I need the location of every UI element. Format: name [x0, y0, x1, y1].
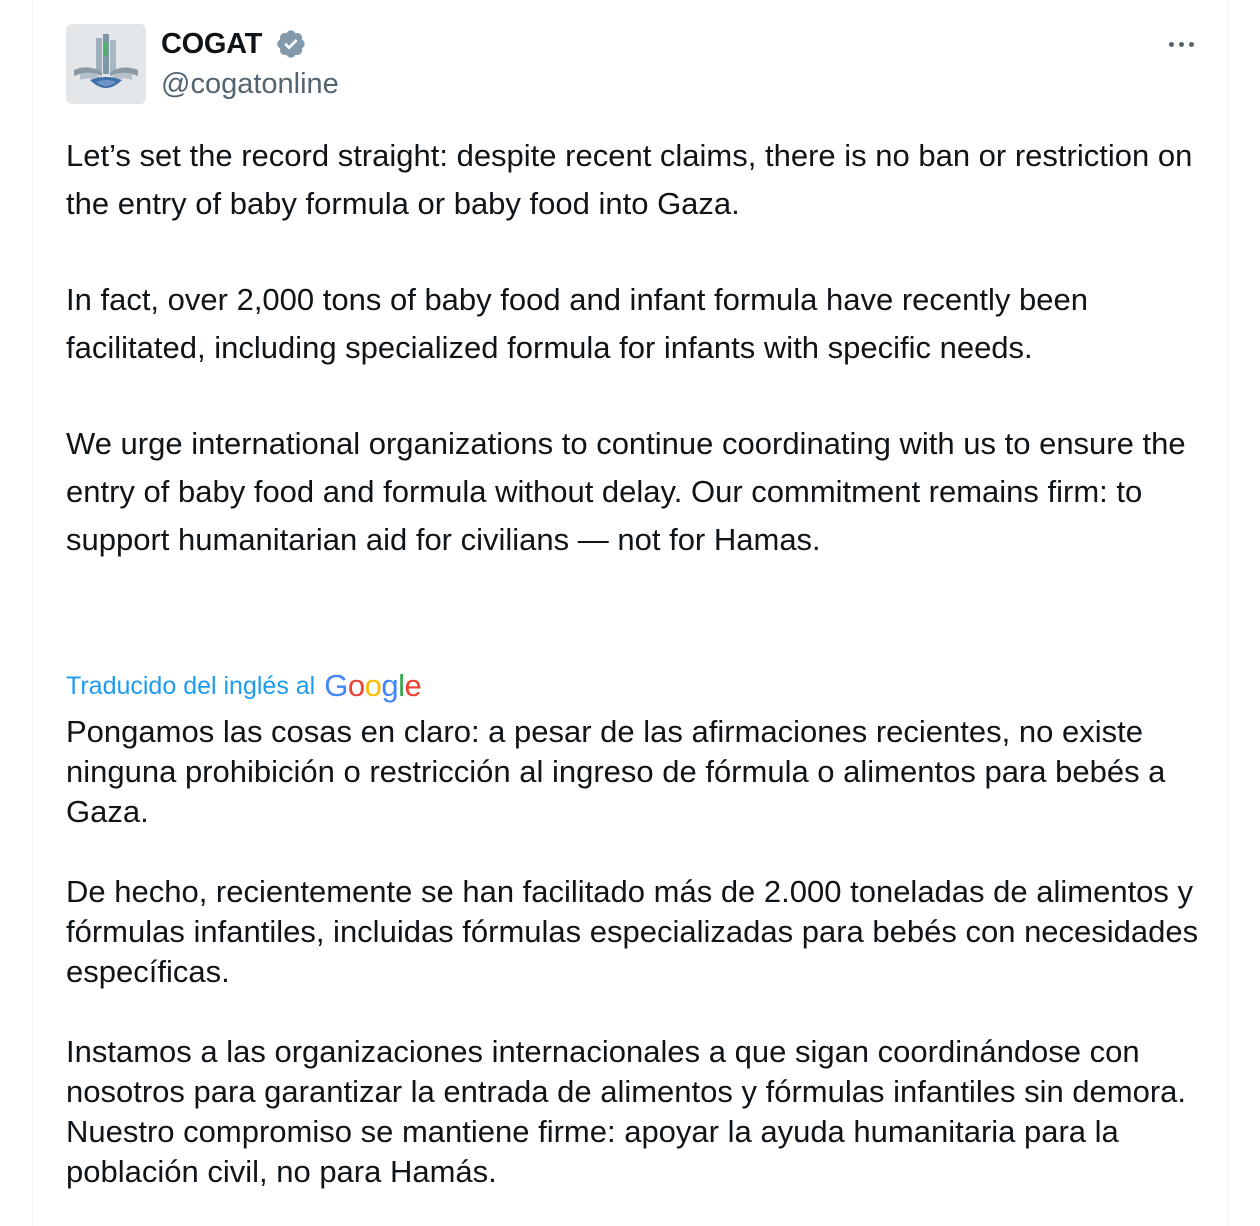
- translation-text: Pongamos las cosas en claro: a pesar de las afirmaciones recientes, no existe ninguna prohibición o restricción al ingreso de fórmula o alimentos para bebés a Gaza. De hecho, recientemente se han facilitado más de 2.000 toneladas de alimentos y fórmulas infantiles, incluidas fórmulas especializadas para bebés con necesidades específicas. Instamos a las organizaciones internacionales a que sigan coordinándose con nosotros para garantizar la entrada de alimentos y fórmulas infantiles sin demora. Nuestro compromiso se mantiene firme: apoyar la ayuda humanitaria para la población civil, no para Hamás.: [66, 714, 1199, 1189]
- display-name[interactable]: COGAT: [161, 28, 263, 60]
- more-horizontal-icon[interactable]: [1159, 28, 1203, 60]
- tweet-card: [32, 0, 1229, 1226]
- cogat-logo-icon: [66, 24, 146, 104]
- avatar[interactable]: [66, 24, 146, 104]
- translated-label: Traducido del inglés al: [66, 671, 316, 700]
- verified-badge-icon[interactable]: [275, 28, 307, 60]
- translated-by-link[interactable]: [66, 666, 421, 706]
- tweet-text: Let’s set the record straight: despite recent claims, there is no ban or restriction on the entry of baby formula or baby food into Gaza. In fact, over 2,000 tons of baby food and infant formula have recently been facilitated, including specialized formula for infants with specific needs. We urge international organizations to continue coordinating with us to ensure the entry of baby food and formula without delay. Our commitment remains firm: to support humanitarian aid for civilians — not for Hamas.: [66, 138, 1193, 557]
- handle[interactable]: @cogatonline: [161, 68, 339, 100]
- google-logo: Google: [324, 668, 422, 703]
